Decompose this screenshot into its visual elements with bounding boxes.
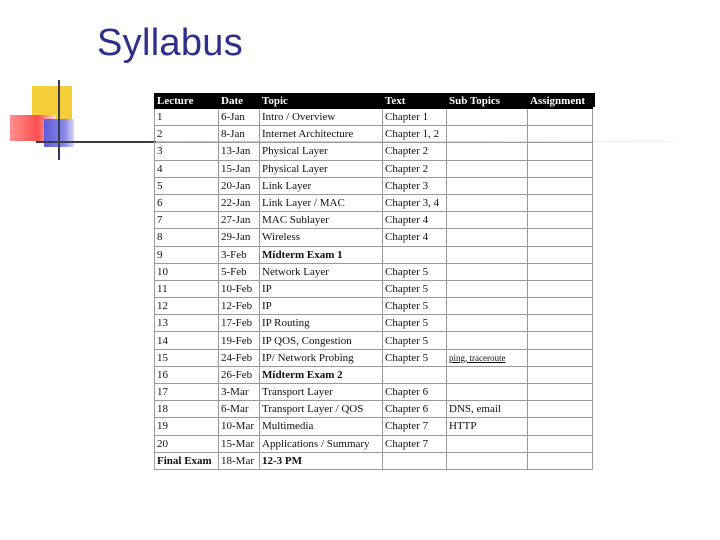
cell-topic: Multimedia [260,418,383,435]
cell-assignment [528,315,593,332]
cell-text: Chapter 5 [383,315,447,332]
table-row [155,229,593,246]
cell-assignment [528,332,593,349]
cell-topic: 12-3 PM [260,452,383,469]
cell-lecture: 12 [155,298,219,315]
cell-topic: IP/ Network Probing [260,349,383,366]
cell-lecture: 6 [155,194,219,211]
cell-sub-topics [447,246,528,263]
col-header-date: Date [219,94,260,109]
cell-date: 18-Mar [219,452,260,469]
cell-assignment [528,298,593,315]
cell-lecture: 2 [155,126,219,143]
cell-date: 12-Feb [219,298,260,315]
cell-date: 6-Mar [219,401,260,418]
cell-text: Chapter 3 [383,177,447,194]
cell-lecture: 7 [155,212,219,229]
cell-text: Chapter 2 [383,160,447,177]
cell-sub-topics [447,109,528,126]
cell-assignment [528,401,593,418]
cell-topic: Intro / Overview [260,109,383,126]
cell-text: Chapter 5 [383,280,447,297]
cell-assignment [528,366,593,383]
cell-date: 29-Jan [219,229,260,246]
cell-sub-topics [447,280,528,297]
cell-lecture: 15 [155,349,219,366]
table-row [155,418,593,435]
cell-date: 6-Jan [219,109,260,126]
table-row [155,246,593,263]
cell-sub-topics [447,229,528,246]
cell-sub-topics [447,177,528,194]
cell-topic: Internet Architecture [260,126,383,143]
cell-sub-topics: ping, traceroute [447,349,528,366]
cell-text: Chapter 2 [383,143,447,160]
cell-lecture: 18 [155,401,219,418]
cell-date: 22-Jan [219,194,260,211]
header-edge [590,93,595,107]
table-row [155,401,593,418]
cell-lecture: 13 [155,315,219,332]
cell-date: 13-Jan [219,143,260,160]
cell-lecture: 14 [155,332,219,349]
cell-lecture: Final Exam [155,452,219,469]
cell-lecture: 4 [155,160,219,177]
table-row [155,452,593,469]
cell-assignment [528,194,593,211]
cell-text: Chapter 6 [383,384,447,401]
cell-date: 27-Jan [219,212,260,229]
cell-assignment [528,126,593,143]
col-header-topic: Topic [260,94,383,109]
table-body [155,109,593,470]
cell-date: 20-Jan [219,177,260,194]
cell-assignment [528,246,593,263]
cell-topic: Network Layer [260,263,383,280]
cell-lecture: 8 [155,229,219,246]
cell-assignment [528,280,593,297]
cell-text: Chapter 1 [383,109,447,126]
cell-topic: IP QOS, Congestion [260,332,383,349]
table-row [155,298,593,315]
col-header-assignment: Assignment [528,94,593,109]
cell-date: 24-Feb [219,349,260,366]
cell-lecture: 5 [155,177,219,194]
logo-horizontal-line [36,141,156,143]
cell-sub-topics [447,263,528,280]
cell-assignment [528,109,593,126]
table-row [155,332,593,349]
cell-date: 8-Jan [219,126,260,143]
table-row [155,280,593,297]
cell-assignment [528,435,593,452]
table-row [155,194,593,211]
cell-sub-topics [447,143,528,160]
cell-sub-topics: HTTP [447,418,528,435]
cell-text: Chapter 5 [383,349,447,366]
cell-text: Chapter 5 [383,298,447,315]
table-row [155,177,593,194]
cell-date: 15-Jan [219,160,260,177]
logo-vertical-line [58,80,60,160]
cell-assignment [528,349,593,366]
cell-sub-topics [447,384,528,401]
cell-date: 3-Feb [219,246,260,263]
table-row [155,435,593,452]
cell-topic: Transport Layer / QOS [260,401,383,418]
cell-sub-topics [447,366,528,383]
cell-sub-topics [447,298,528,315]
cell-assignment [528,212,593,229]
cell-lecture: 20 [155,435,219,452]
cell-text: Chapter 4 [383,229,447,246]
cell-topic: Physical Layer [260,143,383,160]
cell-sub-topics [447,452,528,469]
cell-topic: Link Layer / MAC [260,194,383,211]
table-row [155,263,593,280]
cell-text: Chapter 3, 4 [383,194,447,211]
table-row [155,143,593,160]
cell-sub-topics [447,160,528,177]
cell-lecture: 3 [155,143,219,160]
col-header-lecture: Lecture [155,94,219,109]
cell-sub-topics [447,435,528,452]
cell-sub-topics [447,315,528,332]
cell-text: Chapter 6 [383,401,447,418]
table-row [155,366,593,383]
cell-date: 15-Mar [219,435,260,452]
cell-topic: MAC Sublayer [260,212,383,229]
cell-lecture: 9 [155,246,219,263]
cell-sub-topics [447,212,528,229]
cell-date: 19-Feb [219,332,260,349]
cell-topic: Physical Layer [260,160,383,177]
cell-assignment [528,177,593,194]
cell-assignment [528,229,593,246]
cell-topic: Midterm Exam 2 [260,366,383,383]
cell-assignment [528,418,593,435]
cell-topic: IP Routing [260,315,383,332]
cell-assignment [528,452,593,469]
cell-date: 10-Feb [219,280,260,297]
cell-text [383,246,447,263]
table-row [155,349,593,366]
cell-topic: Wireless [260,229,383,246]
cell-text [383,366,447,383]
cell-text: Chapter 1, 2 [383,126,447,143]
cell-text: Chapter 4 [383,212,447,229]
table-row [155,126,593,143]
cell-date: 17-Feb [219,315,260,332]
cell-lecture: 17 [155,384,219,401]
col-header-sub-topics: Sub Topics [447,94,528,109]
cell-assignment [528,143,593,160]
cell-topic: Transport Layer [260,384,383,401]
cell-sub-topics [447,126,528,143]
table-row [155,384,593,401]
table-row [155,160,593,177]
cell-text: Chapter 5 [383,263,447,280]
cell-sub-topics [447,194,528,211]
cell-date: 5-Feb [219,263,260,280]
cell-topic: Link Layer [260,177,383,194]
cell-date: 3-Mar [219,384,260,401]
cell-topic: Midterm Exam 1 [260,246,383,263]
cell-text: Chapter 7 [383,418,447,435]
table-row [155,315,593,332]
cell-lecture: 1 [155,109,219,126]
cell-topic: IP [260,298,383,315]
cell-date: 10-Mar [219,418,260,435]
cell-text: Chapter 7 [383,435,447,452]
cell-assignment [528,263,593,280]
cell-sub-topics: DNS, email [447,401,528,418]
cell-date: 26-Feb [219,366,260,383]
syllabus-table [154,93,593,470]
cell-lecture: 16 [155,366,219,383]
cell-assignment [528,384,593,401]
table-row [155,109,593,126]
cell-assignment [528,160,593,177]
cell-topic: Applications / Summary [260,435,383,452]
cell-topic: IP [260,280,383,297]
col-header-text: Text [383,94,447,109]
cell-lecture: 10 [155,263,219,280]
slide-title: Syllabus [97,22,244,64]
cell-lecture: 19 [155,418,219,435]
table-header-row [155,94,593,109]
cell-text: Chapter 5 [383,332,447,349]
cell-lecture: 11 [155,280,219,297]
cell-sub-topics [447,332,528,349]
cell-text [383,452,447,469]
table-row [155,212,593,229]
